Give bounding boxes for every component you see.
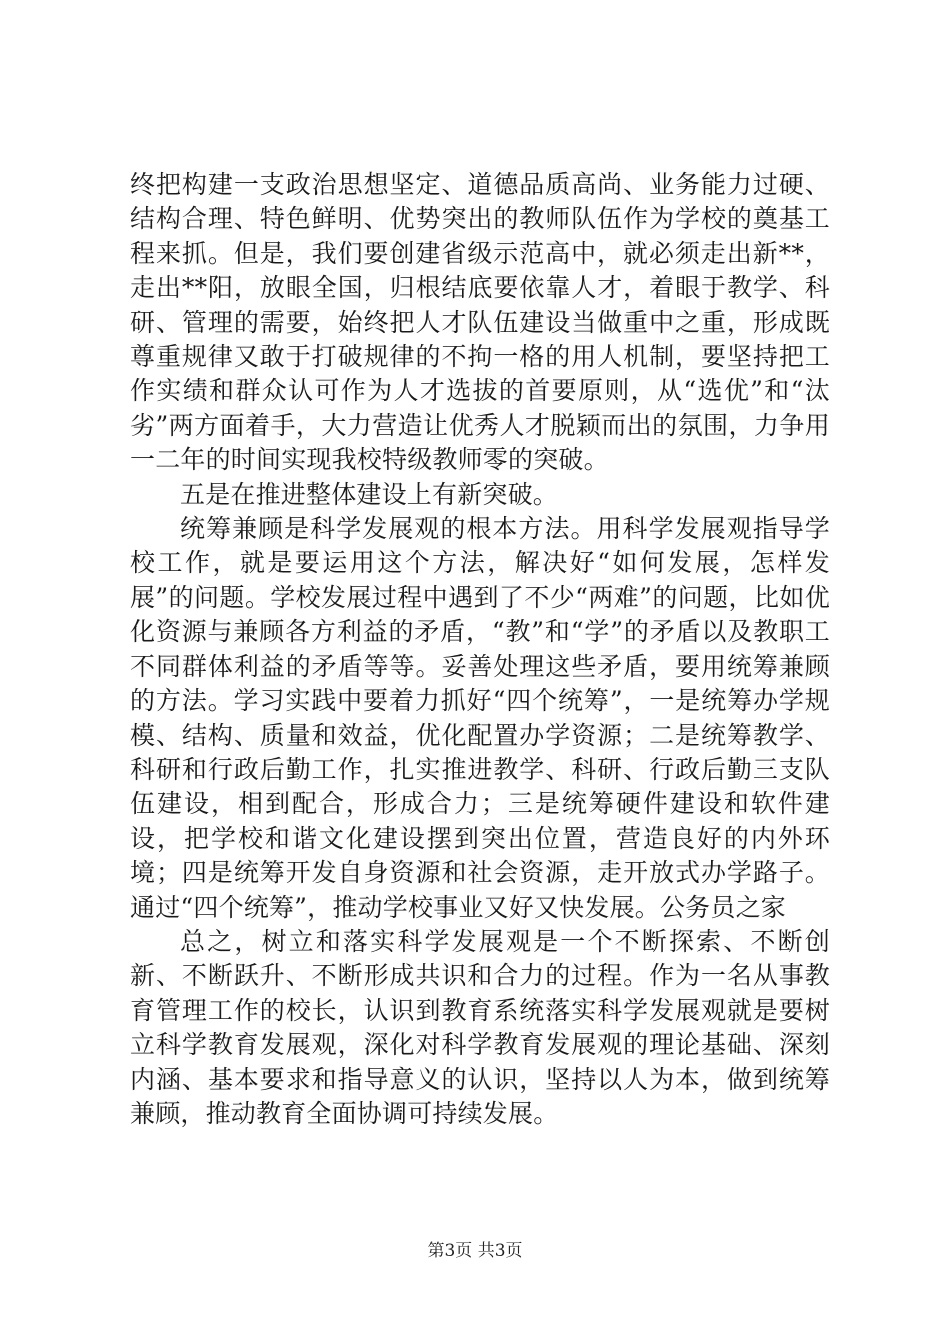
paragraph-talent-team: 终把构建一支政治思想坚定、道德品质高尚、业务能力过硬、结构合理、特色鲜明、优势突出的教师队伍作为学校的奠基工程来抓。但是，我们要创建省级示范高中，就必须走出新**，走出**阳，放眼全国，归根结底要依靠人才，着眼于教学、科研、管理的需要，始终把人才队伍建设当做重中之重，形成既尊重规律又敢于打破规律的不拘一格的用人机制，要坚持把工作实绩和群众认可作为人才选拔的首要原则，从“选优”和“汰劣”两方面着手，大力营造让优秀人才脱颖而出的氛围，力争用一二年的时间实现我校特级教师零的突破。 [130,170,830,475]
paragraph-overall-planning: 统筹兼顾是科学发展观的根本方法。用科学发展观指导学校工作，就是要运用这个方法，解决好“如何发展，怎样发展”的问题。学校发展过程中遇到了不少“两难”的问题，比如优化资源与兼顾各方利益的矛盾，“教”和“学”的矛盾以及教职工不同群体利益的矛盾等等。妥善处理这些矛盾，要用统筹兼顾的方法。学习实践中要着力抓好“四个统筹”，一是统筹办学规模、结构、质量和效益，优化配置办学资源；二是统筹教学、科研和行政后勤工作，扎实推进教学、科研、行政后勤三支队伍建设，相到配合，形成合力；三是统筹硬件建设和软件建设，把学校和谐文化建设摆到突出位置，营造良好的内外环境；四是统筹开发自身资源和社会资源，走开放式办学路子。通过“四个统筹”，推动学校事业又好又快发展。公务员之家 [130,514,830,922]
document-body [130,168,830,1131]
page-number-footer: 第3页 共3页 [427,1241,523,1261]
paragraph-heading-five: 五是在推进整体建设上有新突破。 [180,479,559,509]
paragraph-conclusion: 总之，树立和落实科学发展观是一个不断探索、不断创新、不断跃升、不断形成共识和合力的过程。作为一名从事教育管理工作的校长，认识到教育系统落实科学发展观就是要树立科学教育发展观，深化对科学教育发展观的理论基础、深刻内涵、基本要求和指导意义的认识，坚持以人为本，做到统筹兼顾，推动教育全面协调可持续发展。 [130,926,830,1128]
